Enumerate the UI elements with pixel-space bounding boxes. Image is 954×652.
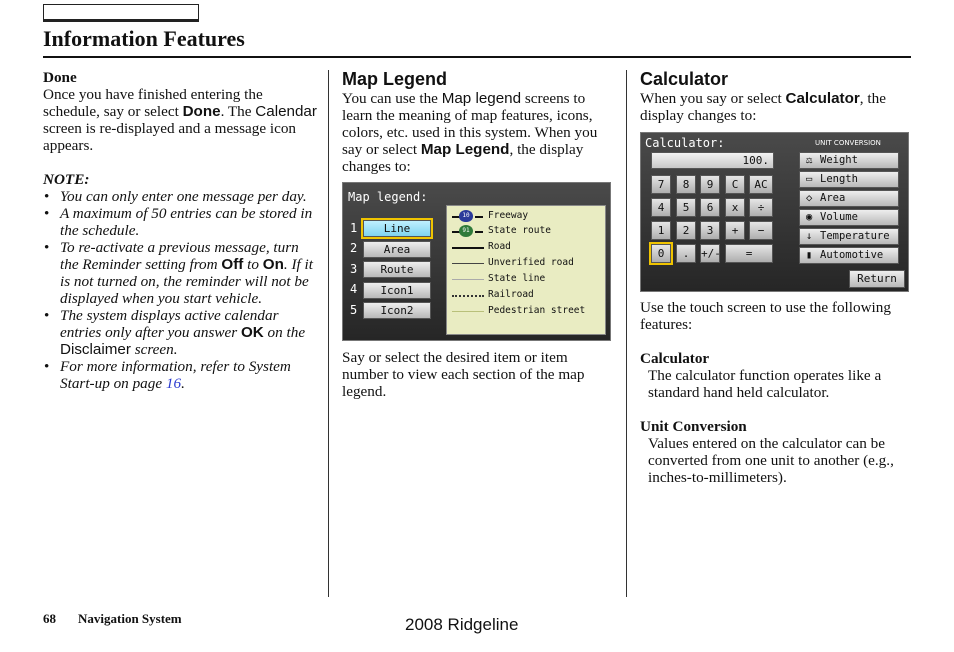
note-item <box>43 239 318 307</box>
unit-length-button[interactable] <box>799 171 899 188</box>
calculator-features-intro: Use the touch screen to use the following features: <box>640 299 891 333</box>
note3-text-b: to <box>243 256 263 273</box>
unit-label: Temperature <box>820 230 890 242</box>
fuel-pump-icon: ▮ <box>806 249 813 261</box>
unit-label: Area <box>820 192 846 204</box>
map-legend-instructions <box>342 349 614 400</box>
done-term: Done <box>182 103 221 120</box>
unit-temperature-button[interactable] <box>799 228 899 245</box>
map-legend-screen <box>342 182 611 341</box>
legend-label: Unverified road <box>488 257 574 268</box>
unit-area-button[interactable] <box>799 190 899 207</box>
legend-row-state-line <box>447 273 607 287</box>
unit-label: Volume <box>820 211 858 223</box>
road-line <box>452 247 484 249</box>
legend-row-state-route <box>447 225 607 239</box>
item-number: 1 <box>350 221 358 235</box>
note5-text-b: . <box>181 375 185 392</box>
calculator-subheading: Calculator <box>640 350 710 367</box>
key-plus[interactable]: + <box>725 221 745 240</box>
return-button[interactable]: Return <box>849 270 905 288</box>
done-text-1: Once you have finished entering the schedule, say or select <box>43 86 263 120</box>
note3-text-a: To re-activate a previous message, turn the Reminder setting from <box>60 239 299 273</box>
unverified-road-line <box>452 263 484 264</box>
done-heading: Done <box>43 69 77 86</box>
note4-text-c: screen. <box>130 341 178 358</box>
calc-text-a: When you say or select <box>640 90 786 107</box>
on-term: On <box>262 256 284 273</box>
map-legend-term-bold: Map Legend <box>420 141 510 158</box>
map-legend-instructions-text: Say or select the desired item or item number to view each section of the map legend. <box>342 349 585 400</box>
calendar-term: Calendar <box>255 103 317 120</box>
unit-label: Weight <box>820 154 858 166</box>
legend-icon2-button[interactable]: Icon2 <box>363 302 431 319</box>
key-4[interactable]: 4 <box>651 198 671 217</box>
note-item <box>43 358 318 392</box>
ml-text-a: You can use the <box>342 90 442 107</box>
note-list <box>43 188 318 392</box>
calculator-subtext: The calculator function operates like a standard hand held calculator. <box>648 367 882 401</box>
legend-line-button[interactable]: Line <box>363 220 431 237</box>
calculator-heading: Calculator <box>640 69 729 89</box>
map-legend-heading: Map Legend <box>342 69 448 89</box>
legend-label: Railroad <box>488 289 534 300</box>
legend-row-pedestrian-street <box>447 305 607 319</box>
calc-text-b: , the display changes to: <box>640 90 886 124</box>
ok-term: OK <box>240 324 264 341</box>
item-number: 3 <box>350 262 358 276</box>
pedestrian-street-line <box>452 311 484 312</box>
off-term: Off <box>221 256 244 273</box>
railroad-line <box>452 295 484 297</box>
key-3[interactable]: 3 <box>700 221 720 240</box>
item-number: 2 <box>350 241 358 255</box>
state-route-line-right <box>475 231 483 233</box>
note-item <box>43 307 318 358</box>
legend-panel <box>446 205 606 335</box>
legend-area-button[interactable]: Area <box>363 241 431 258</box>
done-paragraph <box>43 86 318 154</box>
done-text-3: screen is re-displayed and a message icon appears. <box>43 120 297 154</box>
legend-label: Pedestrian street <box>488 305 586 316</box>
column-calculator <box>640 68 912 124</box>
legend-row-railroad <box>447 289 607 303</box>
legend-row-road <box>447 241 607 255</box>
legend-row-unverified-road <box>447 257 607 271</box>
key-6[interactable]: 6 <box>700 198 720 217</box>
note-item: • You can only enter one message per day. <box>43 188 318 205</box>
map-legend-screen-title: Map legend: <box>348 190 428 204</box>
footer-section: Navigation System <box>78 611 182 626</box>
done-text-2: . The <box>220 103 256 120</box>
legend-icon1-button[interactable]: Icon1 <box>363 282 431 299</box>
page-link[interactable]: 16 <box>165 375 182 392</box>
legend-row-freeway <box>447 210 607 224</box>
calculator-paragraph <box>640 90 912 124</box>
key-all-clear[interactable]: AC <box>749 175 773 194</box>
calculator-screen <box>640 132 909 292</box>
legend-label: State route <box>488 225 551 236</box>
state-route-shield-icon: 91 <box>459 225 473 237</box>
note4-text-a: The system displays active calendar entries only after you answer <box>60 307 279 341</box>
ruler-icon: ▭ <box>806 173 813 185</box>
state-line-line <box>452 279 484 280</box>
page-title: Information Features <box>43 26 245 51</box>
unit-conversion-title: UNIT CONVERSION <box>815 139 881 147</box>
area-icon: ◇ <box>806 192 813 204</box>
key-2[interactable]: 2 <box>676 221 696 240</box>
column-divider-2 <box>626 70 627 597</box>
key-9[interactable]: 9 <box>700 175 720 194</box>
key-multiply[interactable]: x <box>725 198 745 217</box>
note3-text-c: . If it is not turned on, the reminder will not be displayed when you start vehicle. <box>60 256 313 307</box>
unit-label: Automotive <box>820 249 884 261</box>
key-clear[interactable]: C <box>725 175 745 194</box>
calculator-screen-title: Calculator: <box>645 136 725 150</box>
column-done <box>43 69 318 392</box>
note-item: • A maximum of 50 entries can be stored in the schedule. <box>43 205 318 239</box>
key-1[interactable]: 1 <box>651 221 671 240</box>
legend-label: Freeway <box>488 210 529 221</box>
column-divider-1 <box>328 70 329 597</box>
key-8[interactable]: 8 <box>676 175 696 194</box>
disclaimer-term: Disclaimer <box>60 341 131 358</box>
note-label: NOTE: <box>43 171 90 188</box>
footer-model: 2008 Ridgeline <box>405 615 519 634</box>
key-0[interactable]: 0 <box>651 244 671 263</box>
key-divide[interactable]: ÷ <box>749 198 773 217</box>
key-5[interactable]: 5 <box>676 198 696 217</box>
map-legend-paragraph <box>342 90 614 175</box>
calculator-display: 100. <box>651 152 774 169</box>
volume-icon: ◉ <box>806 211 813 223</box>
unit-volume-button[interactable] <box>799 209 899 226</box>
ml-text-c: , the display changes to: <box>342 141 584 175</box>
key-equals[interactable]: = <box>725 244 773 263</box>
calculator-features <box>640 299 912 486</box>
unit-automotive-button[interactable] <box>799 247 899 264</box>
unit-conversion-subtext: Values entered on the calculator can be converted from one unit to another (e.g., inches-to-millimeters). <box>648 435 894 486</box>
note4-text-b: on the <box>263 324 306 341</box>
freeway-line-right <box>475 216 483 218</box>
legend-label: Road <box>488 241 511 252</box>
header-tab-box <box>43 4 199 22</box>
map-legend-term: Map legend <box>441 90 522 107</box>
title-rule <box>43 56 911 58</box>
thermometer-icon: ↓ <box>806 230 813 242</box>
unit-weight-button[interactable] <box>799 152 899 169</box>
column-map-legend <box>342 68 614 175</box>
ml-text-b: screens to learn the meaning of map features, icons, colors, etc. used in this system. When you say or select <box>342 90 598 158</box>
unit-conversion-subheading: Unit Conversion <box>640 418 747 435</box>
weight-icon: ⚖ <box>806 154 813 166</box>
legend-label: State line <box>488 273 546 284</box>
page-number: 68 <box>43 611 56 626</box>
item-number: 4 <box>350 282 358 296</box>
key-minus[interactable]: − <box>749 221 773 240</box>
interstate-shield-icon: 10 <box>459 210 473 222</box>
unit-label: Length <box>820 173 858 185</box>
legend-route-button[interactable]: Route <box>363 261 431 278</box>
key-7[interactable]: 7 <box>651 175 671 194</box>
key-sign[interactable]: +/- <box>700 244 720 263</box>
calculator-term: Calculator <box>785 90 860 107</box>
key-decimal[interactable]: . <box>676 244 696 263</box>
item-number: 5 <box>350 303 358 317</box>
note5-text-a: For more information, refer to System Start-up on page <box>60 358 291 392</box>
